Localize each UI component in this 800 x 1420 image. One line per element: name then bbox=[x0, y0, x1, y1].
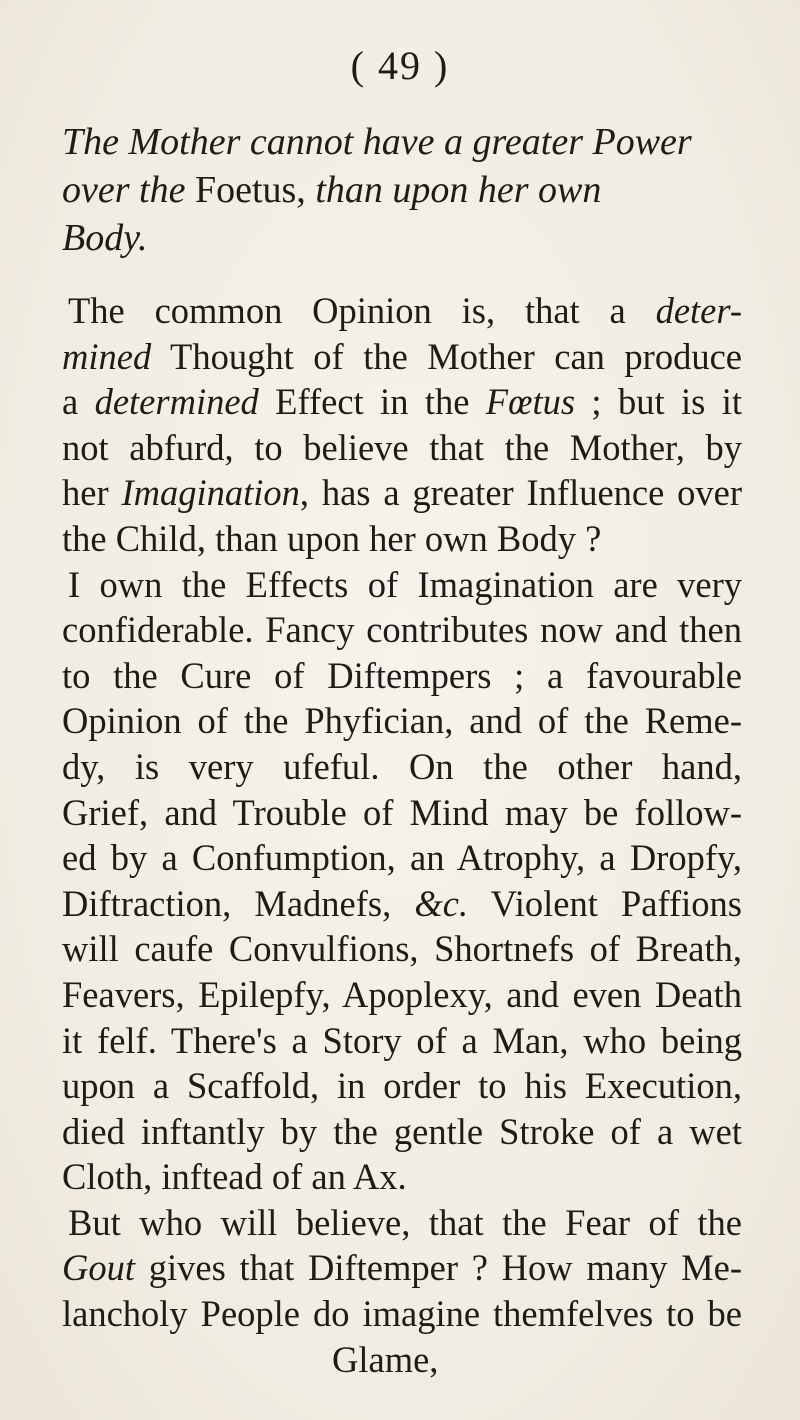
text-line: I own the Effects of Imagination are very bbox=[68, 563, 742, 605]
text-line: Gout gives that Diftemper ? How many Me- bbox=[62, 1247, 742, 1289]
text-line: died inftantly by the gentle Stroke of a wet bbox=[62, 1110, 742, 1152]
text-line: But who will believe, that the Fear of the bbox=[68, 1201, 742, 1243]
text-line: to the Cure of Diftempers ; a favourable bbox=[62, 654, 742, 696]
text-line: confiderable. Fancy contributes now and then bbox=[62, 609, 742, 651]
text-line: Opinion of the Phyfician, and of the Reme- bbox=[62, 700, 742, 742]
text-line: Cloth, inftead of an Ax. bbox=[62, 1156, 407, 1198]
text-line: ed by a Confumption, an Atrophy, a Dropfy, bbox=[62, 837, 742, 879]
signature-and-catchword bbox=[62, 1337, 742, 1383]
text-line: the Child, than upon her own Body ? bbox=[62, 517, 602, 559]
page-number: ( 49 ) bbox=[350, 43, 450, 88]
text-line: a determined Effect in the Fœtus ; but is it bbox=[62, 381, 742, 423]
text-line: dy, is very ufeful. On the other hand, bbox=[62, 745, 742, 787]
text-line: Grief, and Trouble of Mind may be follow- bbox=[62, 791, 742, 833]
heading-line: over the Foetus, than upon her own bbox=[62, 169, 602, 211]
heading-line: Body. bbox=[62, 217, 148, 259]
body-text bbox=[62, 288, 742, 1382]
text-line: mined Thought of the Mother can produce bbox=[62, 335, 742, 377]
text-line: lancholy People do imagine themfelves to be bbox=[62, 1293, 742, 1335]
text-line: The common Opinion is, that a deter- bbox=[68, 290, 742, 331]
signature-mark: G bbox=[332, 1338, 359, 1380]
text-line: not abfurd, to believe that the Mother, by bbox=[62, 426, 742, 468]
text-line: upon a Scaffold, in order to his Execution, bbox=[62, 1065, 742, 1107]
text-line: will caufe Convulfions, Shortnefs of Breath, bbox=[62, 928, 742, 970]
text-line: Diftraction, Madnefs, &c. Violent Paffions bbox=[62, 882, 742, 924]
catchword: lame, bbox=[358, 1338, 439, 1380]
text-line: her Imagination, has a greater Influence over bbox=[62, 472, 742, 514]
text-line: Feavers, Epilepfy, Apoplexy, and even Death bbox=[62, 973, 742, 1015]
heading-line: The Mother cannot have a greater Power bbox=[62, 121, 692, 163]
text-line: it felf. There's a Story of a Man, who being bbox=[62, 1019, 742, 1061]
section-heading bbox=[62, 118, 742, 262]
